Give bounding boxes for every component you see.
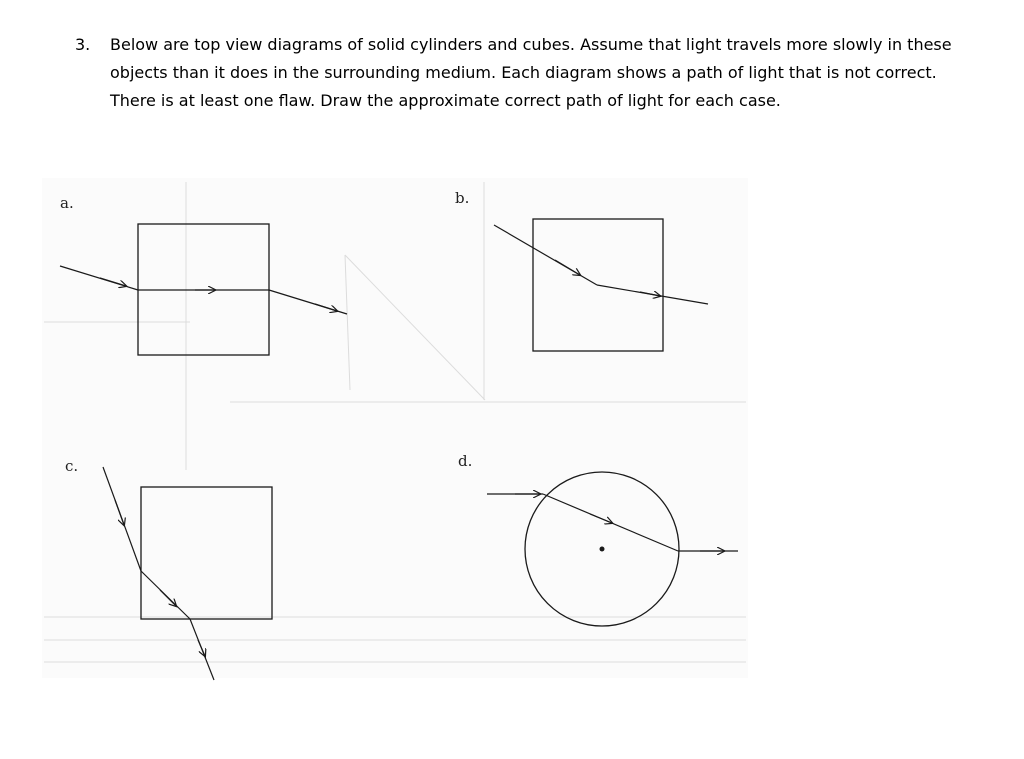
diagram-b-arrow-2: [640, 292, 660, 296]
diagram-a-label: a.: [60, 194, 74, 212]
diagram-b: [455, 189, 708, 351]
diagram-c-arrow-2: [160, 590, 176, 606]
diagram-d-center-dot: [600, 547, 605, 552]
question-text: Below are top view diagrams of solid cylinders and cubes. Assume that light travels more slowly in these objects than it does in the surrounding medium. Each diagram shows a path of light that is not correct. There is at least one flaw. Draw the approximate correct path of light for each case.: [110, 35, 952, 110]
diagram-c-arrow-1: [115, 500, 124, 525]
diagram-d-label: d.: [458, 452, 473, 470]
diagram-c-square: [141, 487, 272, 619]
diagram-d-arrow-2: [590, 514, 612, 523]
diagram-a: [60, 194, 347, 355]
diagram-b-arrow-1: [555, 260, 580, 275]
diagram-a-incident-ray: [60, 266, 138, 290]
diagram-b-label: b.: [455, 189, 470, 207]
diagram-c-arrow-3: [198, 640, 205, 656]
scan-artifacts: [44, 182, 746, 662]
faint-triangle: [345, 255, 485, 400]
diagram-a-arrow-3: [315, 304, 337, 311]
diagram-d: [458, 452, 738, 626]
question-number: 3.: [75, 35, 91, 54]
diagram-a-arrow-1: [100, 278, 126, 286]
diagram-b-ray-1: [494, 225, 597, 285]
diagram-c-label: c.: [65, 457, 79, 475]
diagram-c: [65, 457, 272, 680]
